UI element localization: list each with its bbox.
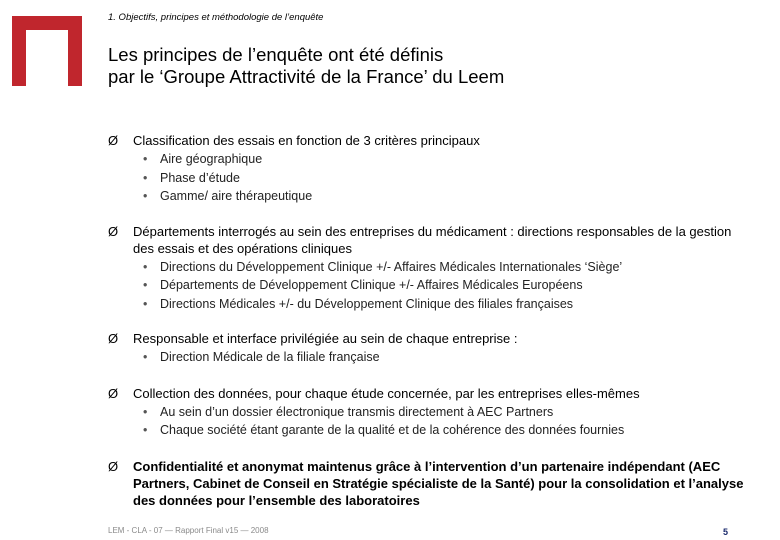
footer-text: LEM - CLA - 07 — Rapport Final v15 — 2008 <box>108 526 269 535</box>
section-heading: Collection des données, pour chaque étude concernée, par les entreprises elles-mêmes <box>133 385 640 401</box>
bullet-dot-icon: • <box>143 296 148 311</box>
arrow-bullet-icon: Ø <box>108 133 119 148</box>
list-item: • Aire géographique <box>143 150 748 169</box>
section-confidentialite <box>108 458 748 509</box>
bullet-dot-icon: • <box>143 404 148 419</box>
breadcrumb: 1. Objectifs, principes et méthodologie de l’enquête <box>108 12 324 23</box>
title-line-1: Les principes de l’enquête ont été définis <box>108 44 444 65</box>
arrow-bullet-icon: Ø <box>108 223 119 239</box>
sub-list <box>133 403 748 440</box>
arrow-bullet-icon: Ø <box>108 331 119 346</box>
bullet-dot-icon: • <box>143 189 148 203</box>
list-item: • Phase d’étude <box>143 169 748 188</box>
list-item: • Départements de Développement Clinique +/- Affaires Médicales Européens <box>143 276 748 295</box>
sub-list <box>133 150 748 206</box>
bullet-dot-icon: • <box>143 152 148 166</box>
section-collection <box>108 385 748 440</box>
bullet-dot-icon: • <box>143 170 148 185</box>
arrow-bullet-icon: Ø <box>108 458 119 474</box>
bullet-dot-icon: • <box>143 423 148 437</box>
section-heading: Classification des essais en fonction de 3 critères principaux <box>133 133 480 148</box>
list-item: • Directions du Développement Clinique +/- Affaires Médicales Internationales ‘Siège’ <box>143 258 748 277</box>
list-item: • Gamme/ aire thérapeutique <box>143 187 748 206</box>
sub-list <box>133 258 748 314</box>
list-item: • Chaque société étant garante de la qualité et de la cohérence des données fournies <box>143 421 748 440</box>
bullet-dot-icon: • <box>143 278 148 292</box>
bullet-dot-icon: • <box>143 259 148 274</box>
sub-list <box>133 348 748 367</box>
section-classification <box>108 132 748 206</box>
section-heading: Départements interrogés au sein des entreprises du médicament : directions responsables de la gestion des essais et des opérations cliniques <box>133 223 732 256</box>
list-item: • Au sein d’un dossier électronique transmis directement à AEC Partners <box>143 403 748 422</box>
page-title <box>108 44 748 88</box>
section-responsable <box>108 330 748 367</box>
list-item: • Direction Médicale de la filiale française <box>143 348 748 367</box>
principles-list <box>108 132 748 509</box>
arrow-bullet-icon: Ø <box>108 385 119 401</box>
bullet-dot-icon: • <box>143 350 148 364</box>
section-departements <box>108 223 748 314</box>
list-item: • Directions Médicales +/- du Développement Clinique des filiales françaises <box>143 295 748 314</box>
section-heading: Confidentialité et anonymat maintenus grâce à l’intervention d’un partenaire indépendant (AEC Partners, Cabinet de Conseil en Stratégie spécialiste de la Santé) pour la consolidation et l’analyse des données pour l’ensemble des laboratoires <box>133 458 744 508</box>
section-heading: Responsable et interface privilégiée au sein de chaque entreprise : <box>133 331 518 346</box>
page-number: 5 <box>723 527 729 537</box>
leem-logo-icon <box>12 16 82 86</box>
title-line-2: par le ‘Groupe Attractivité de la France’ du Leem <box>108 66 505 87</box>
